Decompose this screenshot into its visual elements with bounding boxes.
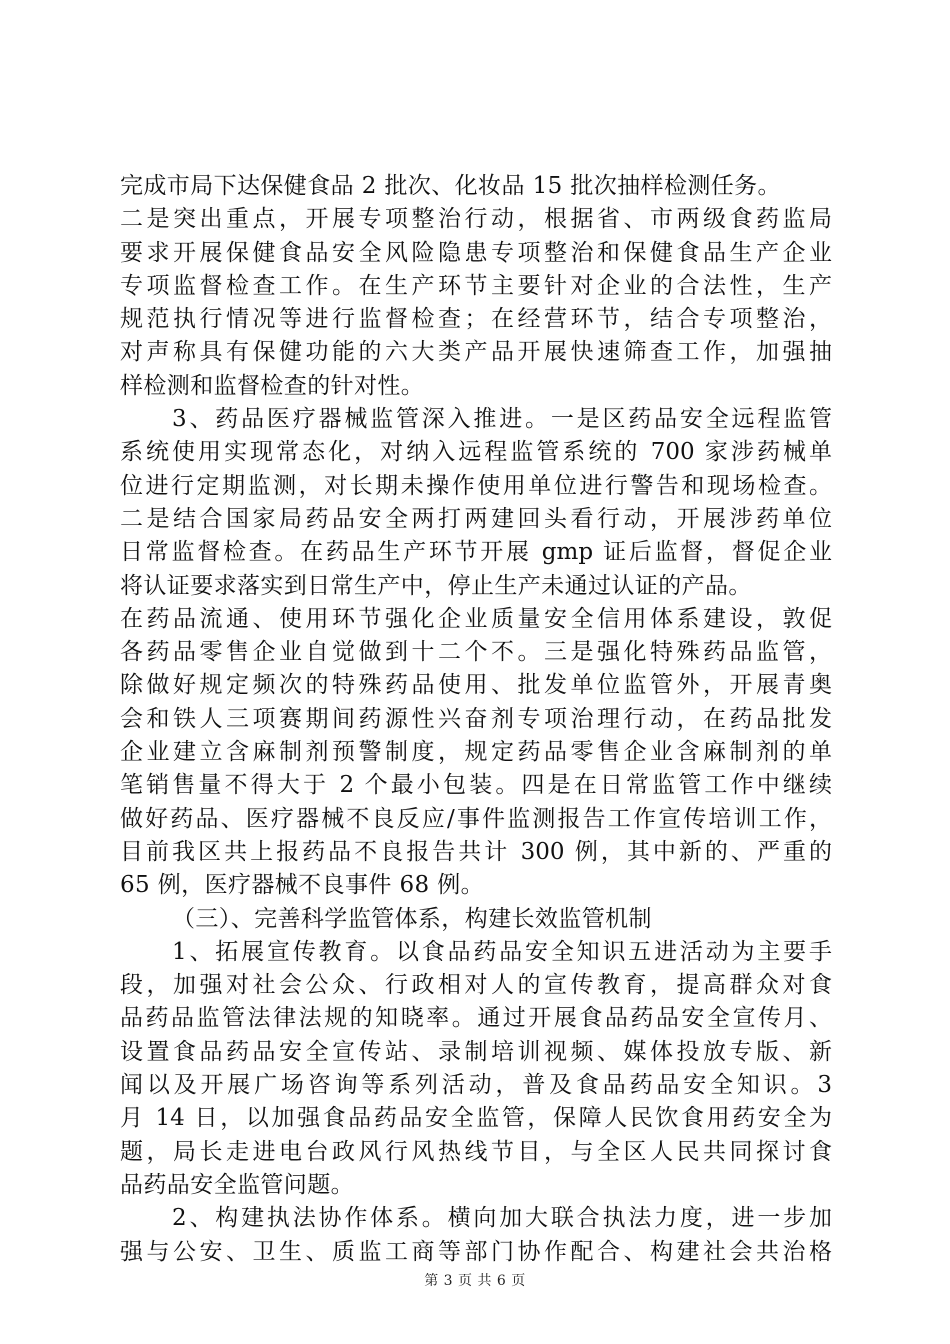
text-line: 系统使用实现常态化，对纳入远程监管系统的 700 家涉药械单 — [120, 439, 832, 466]
text-line: 做好药品、医疗器械不良反应/事件监测报告工作宣传培训工作， — [120, 805, 832, 832]
text-line: 日常监督检查。在药品生产环节开展 gmp 证后监督，督促企业 — [120, 539, 832, 566]
text-line: 各药品零售企业自觉做到十二个不。三是强化特殊药品监管， — [120, 639, 832, 666]
text-line: 要求开展保健食品安全风险隐患专项整治和保健食品生产企业 — [120, 239, 832, 266]
text-line: 会和铁人三项赛期间药源性兴奋剂专项治理行动，在药品批发 — [120, 705, 832, 732]
text-line: 对声称具有保健功能的六大类产品开展快速筛查工作，加强抽 — [120, 339, 832, 366]
text-line: 闻以及开展广场咨询等系列活动，普及食品药品安全知识。3 — [120, 1072, 832, 1099]
text-line: 二是结合国家局药品安全两打两建回头看行动，开展涉药单位 — [120, 505, 832, 532]
text-line: 品药品监管法律法规的知晓率。通过开展食品药品安全宣传月、 — [120, 1005, 832, 1032]
text-line: （三）、完善科学监管体系，构建长效监管机制 — [172, 905, 652, 932]
text-line: 2、构建执法协作体系。横向加大联合执法力度，进一步加 — [172, 1205, 832, 1232]
text-line: 月 14 日，以加强食品药品安全监管，保障人民饮食用药安全为 — [120, 1105, 832, 1132]
text-line: 将认证要求落实到日常生产中，停止生产未通过认证的产品。 — [120, 572, 752, 599]
text-line: 在药品流通、使用环节强化企业质量安全信用体系建设，敦促 — [120, 605, 832, 632]
text-line: 二是突出重点，开展专项整治行动，根据省、市两级食药监局 — [120, 206, 832, 233]
text-line: 强与公安、卫生、质监工商等部门协作配合、构建社会共治格 — [120, 1238, 832, 1265]
text-line: 专项监督检查工作。在生产环节主要针对企业的合法性，生产 — [120, 272, 832, 299]
text-line: 设置食品药品安全宣传站、录制培训视频、媒体投放专版、新 — [120, 1038, 832, 1065]
text-line: 65 例，医疗器械不良事件 68 例。 — [120, 872, 485, 899]
document-body — [120, 170, 832, 1265]
text-line: 位进行定期监测，对长期未操作使用单位进行警告和现场检查。 — [120, 472, 832, 499]
text-line: 品药品安全监管问题。 — [120, 1171, 354, 1198]
text-line: 目前我区共上报药品不良报告共计 300 例，其中新的、严重的 — [120, 838, 832, 865]
text-line: 1、拓展宣传教育。以食品药品安全知识五进活动为主要手 — [172, 938, 832, 965]
text-line: 除做好规定频次的特殊药品使用、批发单位监管外，开展青奥 — [120, 672, 832, 699]
text-line: 规范执行情况等进行监督检查；在经营环节，结合专项整治， — [120, 306, 832, 333]
text-line: 3、药品医疗器械监管深入推进。一是区药品安全远程监管 — [172, 406, 832, 433]
text-line: 企业建立含麻制剂预警制度，规定药品零售企业含麻制剂的单 — [120, 739, 832, 766]
page-number-footer: 第 3 页 共 6 页 — [424, 1273, 526, 1289]
text-line: 段，加强对社会公众、行政相对人的宣传教育，提高群众对食 — [120, 972, 832, 999]
text-line: 笔销售量不得大于 2 个最小包装。四是在日常监管工作中继续 — [120, 772, 832, 799]
text-line: 样检测和监督检查的针对性。 — [120, 372, 425, 399]
text-line: 题，局长走进电台政风行风热线节目，与全区人民共同探讨食 — [120, 1138, 832, 1165]
text-line: 完成市局下达保健食品 2 批次、化妆品 15 批次抽样检测任务。 — [120, 173, 781, 199]
